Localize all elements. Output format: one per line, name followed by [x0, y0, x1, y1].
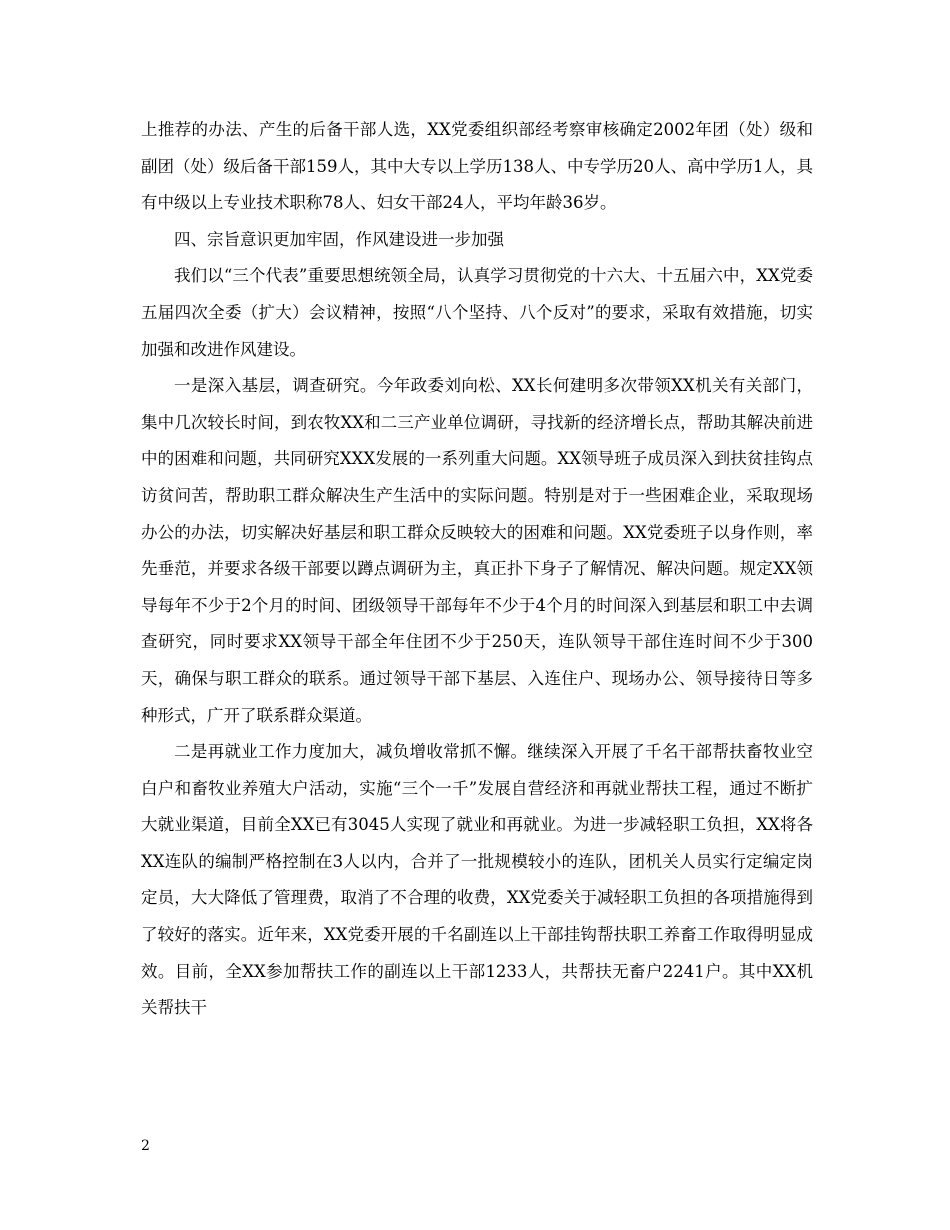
section-heading: 四、宗旨意识更加牢固，作风建设进一步加强	[174, 229, 504, 249]
paragraph-second-point: 二是再就业工作力度加大，减负增收常抓不懈。继续深入开展了千名干部帮扶畜牧业空白户和畜牧业养殖大户活动，实施“三个一千”发展自营经济和再就业帮扶工程，通过不断扩大就业渠道，目前全XX已有3045人实现了就业和再就业。为进一步减轻职工负担，XX将各XX连队的编制严格控制在3人以内，合并了一批规模较小的连队，团机关人员实行定编定岗定员，大大降低了管理费，取消了不合理的收费，XX党委关于减轻职工负担的各项措施得到了较好的落实。近年来，XX党委开展的千名副连以上干部挂钩帮扶职工养畜工作取得明显成效。目前，全XX参加帮扶工作的副连以上干部1233人，共帮扶无畜户2241户。其中XX机关帮扶干	[141, 742, 813, 1018]
document-body	[141, 112, 813, 1027]
paragraph-intro: 我们以“三个代表”重要思想统领全局，认真学习贯彻党的十六大、十五届六中，XX党委五届四次全委（扩大）会议精神，按照“八个坚持、八个反对”的要求，采取有效措施，切实加强和改进作风建设。	[141, 266, 813, 359]
paragraph-continuation: 上推荐的办法、产生的后备干部人选，XX党委组织部经考察审核确定2002年团（处）级和副团（处）级后备干部159人，其中大专以上学历138人、中专学历20人、高中学历1人，具有中级以上专业技术职称78人、妇女干部24人，平均年龄36岁。	[141, 120, 813, 213]
paragraph-first-point: 一是深入基层，调查研究。今年政委刘向松、XX长何建明多次带领XX机关有关部门，集中几次较长时间，到农牧XX和二三产业单位调研，寻找新的经济增长点，帮助其解决前进中的困难和问题，共同研究XXX发展的一系列重大问题。XX领导班子成员深入到扶贫挂钩点访贫问苦，帮助职工群众解决生产生活中的实际问题。特别是对于一些困难企业，采取现场办公的办法，切实解决好基层和职工群众反映较大的困难和问题。XX党委班子以身作则，率先垂范，并要求各级干部要以蹲点调研为主，真正扑下身子了解情况、解决问题。规定XX领导每年不少于2个月的时间、团级领导干部每年不少于4个月的时间深入到基层和职工中去调查研究，同时要求XX领导干部全年住团不少于250天，连队领导干部住连时间不少于300天，确保与职工群众的联系。通过领导干部下基层、入连住户、现场办公、领导接待日等多种形式，广开了联系群众渠道。	[141, 376, 813, 725]
page-number: 2	[141, 1138, 150, 1154]
